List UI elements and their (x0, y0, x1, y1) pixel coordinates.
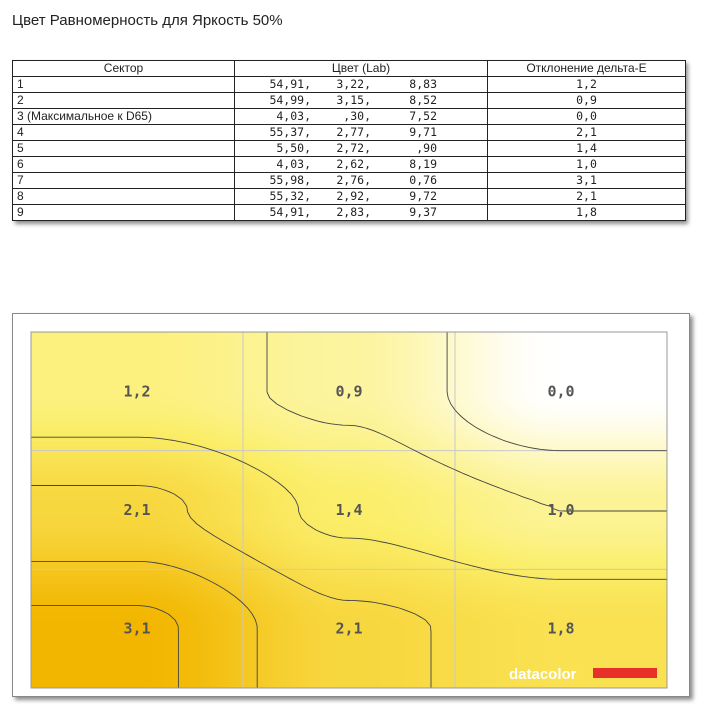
lab-b-value: 0,76 (409, 173, 437, 187)
lab-cell (235, 125, 488, 141)
sector-cell: 8 (13, 189, 235, 205)
delta-e-cell: 1,8 (488, 205, 686, 221)
sector-cell: 9 (13, 205, 235, 221)
header-lab: Цвет (Lab) (235, 61, 488, 77)
lab-b-value: ,90 (416, 141, 437, 155)
table-row (13, 77, 686, 93)
sector-cell: 4 (13, 125, 235, 141)
lab-a-value: 2,83, (336, 205, 371, 219)
lab-cell (235, 141, 488, 157)
lab-a-value: 3,22, (336, 77, 371, 91)
lab-cell (235, 77, 488, 93)
uniformity-map (13, 314, 689, 696)
table-row (13, 93, 686, 109)
delta-e-cell: 2,1 (488, 189, 686, 205)
header-delta-e: Отклонение дельта-Е (488, 61, 686, 77)
lab-cell (235, 189, 488, 205)
datacolor-logo-text: datacolor (509, 666, 577, 683)
cell-value-label: 1,8 (547, 619, 575, 638)
lab-l-value: 54,91, (269, 77, 311, 91)
lab-l-value: 5,50, (276, 141, 311, 155)
uniformity-map-frame (12, 313, 690, 697)
lab-b-value: 9,72 (409, 189, 437, 203)
table-row (13, 189, 686, 205)
lab-l-value: 4,03, (276, 109, 311, 123)
lab-l-value: 55,37, (269, 125, 311, 139)
table-header-row (13, 61, 686, 77)
lab-cell (235, 173, 488, 189)
lab-b-value: 8,83 (409, 77, 437, 91)
sector-cell: 6 (13, 157, 235, 173)
cell-value-label: 1,4 (335, 501, 363, 519)
lab-cell (235, 93, 488, 109)
table-row (13, 125, 686, 141)
table-row (13, 157, 686, 173)
delta-e-cell: 0,9 (488, 93, 686, 109)
lab-l-value: 4,03, (276, 157, 311, 171)
delta-e-cell: 1,4 (488, 141, 686, 157)
lab-a-value: 2,72, (336, 141, 371, 155)
lab-a-value: ,30, (343, 109, 371, 123)
page-title: Цвет Равномерность для Яркость 50% (12, 12, 283, 29)
cell-value-label: 3,1 (123, 619, 151, 638)
cell-value-label: 1,2 (123, 382, 151, 401)
lab-cell (235, 157, 488, 173)
lab-l-value: 55,98, (269, 173, 311, 187)
lab-l-value: 54,99, (269, 93, 311, 107)
table-row (13, 109, 686, 125)
lab-a-value: 2,62, (336, 157, 371, 171)
sector-cell: 2 (13, 93, 235, 109)
lab-a-value: 2,92, (336, 189, 371, 203)
cell-value-label: 1,0 (547, 501, 575, 519)
cell-value-label: 2,1 (335, 619, 363, 638)
lab-l-value: 54,91, (269, 205, 311, 219)
lab-a-value: 2,76, (336, 173, 371, 187)
sector-cell: 5 (13, 141, 235, 157)
delta-e-cell: 2,1 (488, 125, 686, 141)
table-row (13, 173, 686, 189)
table-row (13, 205, 686, 221)
table-row (13, 141, 686, 157)
lab-cell (235, 109, 488, 125)
delta-e-cell: 1,2 (488, 77, 686, 93)
lab-b-value: 9,71 (409, 125, 437, 139)
lab-b-value: 9,37 (409, 205, 437, 219)
lab-table-container (12, 60, 685, 221)
header-sector: Сектор (13, 61, 235, 77)
sector-cell: 1 (13, 77, 235, 93)
lab-cell (235, 205, 488, 221)
lab-b-value: 8,52 (409, 93, 437, 107)
delta-e-cell: 3,1 (488, 173, 686, 189)
cell-value-label: 0,9 (335, 382, 363, 401)
delta-e-cell: 0,0 (488, 109, 686, 125)
delta-e-cell: 1,0 (488, 157, 686, 173)
sector-cell: 3 (Максимальное к D65) (13, 109, 235, 125)
lab-b-value: 8,19 (409, 157, 437, 171)
lab-a-value: 3,15, (336, 93, 371, 107)
lab-table (12, 60, 686, 221)
sector-cell: 7 (13, 173, 235, 189)
lab-a-value: 2,77, (336, 125, 371, 139)
lab-b-value: 7,52 (409, 109, 437, 123)
datacolor-logo-bar (593, 668, 657, 678)
cell-value-label: 2,1 (123, 501, 151, 519)
lab-l-value: 55,32, (269, 189, 311, 203)
table-body (13, 77, 686, 221)
cell-value-label: 0,0 (547, 382, 575, 401)
